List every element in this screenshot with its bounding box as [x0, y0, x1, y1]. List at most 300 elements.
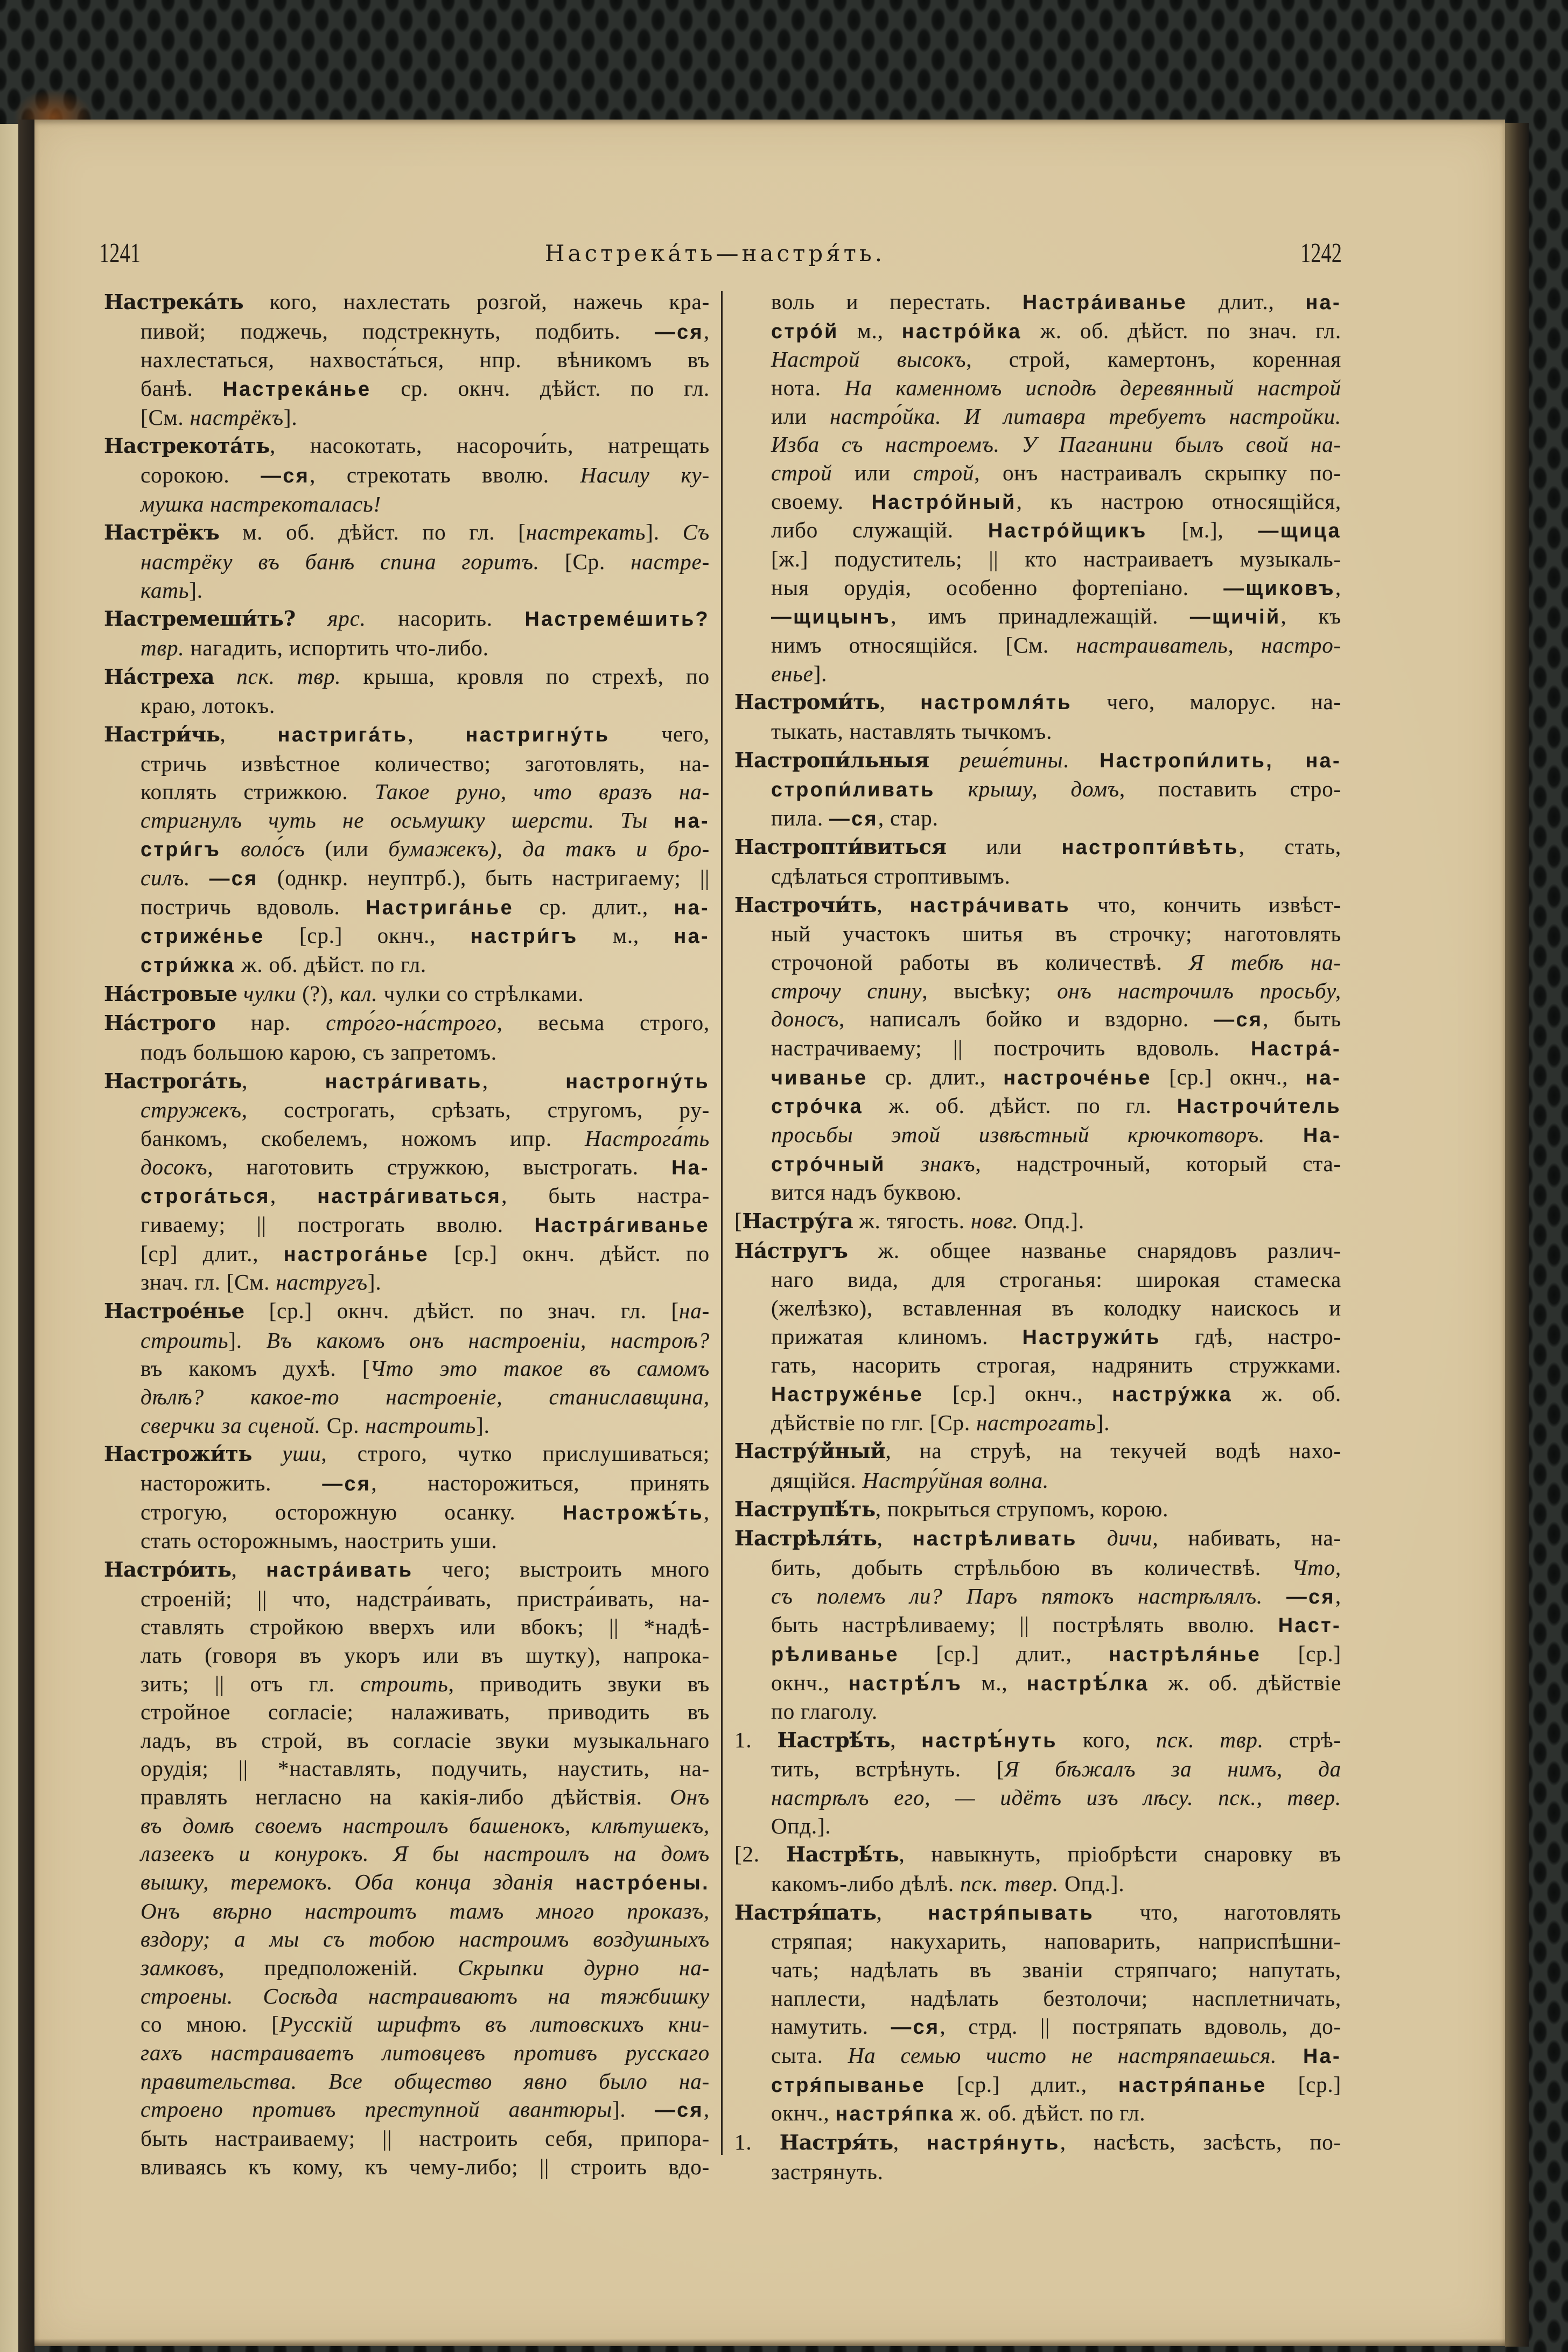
definition-text: знач. гл. [См. [141, 1270, 276, 1295]
definition-text: что, наготовлять [1094, 1899, 1342, 1924]
derived-form: Настропи́лить, на- [1100, 748, 1341, 772]
definition-text: [м.], [1147, 517, 1258, 543]
definition-text: ]. [283, 404, 298, 430]
example-text: сверчки за сценой. [141, 1412, 321, 1438]
derived-form: настрига́ть [277, 723, 408, 746]
derived-form: на- [674, 895, 710, 919]
derived-form: стро́чка [771, 1095, 864, 1118]
dictionary-line [734, 317, 1341, 346]
dictionary-line [104, 1555, 710, 1585]
definition-text: ныя орудія, особенно фортепіано. [771, 575, 1224, 600]
example-text: настрёку въ банѣ спина горитъ. [141, 549, 540, 574]
definition-text: , строй, камертонъ, коренная [966, 347, 1341, 372]
definition-text: ср. длит., [514, 894, 674, 919]
definition-text: сдѣлаться строптивымъ. [771, 864, 1011, 889]
dictionary-line [734, 1034, 1341, 1063]
dictionary-line [104, 374, 710, 403]
definition-text: , предположеній. [219, 1955, 458, 1980]
derived-form: настрѣля́нье [1109, 1642, 1262, 1665]
dictionary-line [734, 1611, 1341, 1640]
derived-form: Настрека́нье [222, 377, 372, 400]
definition-text: пила. [771, 805, 829, 830]
definition-text: , навыкнуть, пріобрѣсти снаровку въ [899, 1842, 1341, 1867]
definition-text [296, 606, 328, 631]
dictionary-line [734, 1178, 1341, 1207]
definition-text [190, 865, 209, 890]
headword: Настря́пать [734, 1900, 877, 1925]
definition-text: Опд.]. [1018, 1208, 1084, 1233]
definition-text: ж. об. дѣйст. по гл. [235, 952, 426, 977]
dictionary-line [104, 1783, 710, 1811]
dictionary-line [734, 1726, 1341, 1755]
dictionary-line [104, 1925, 710, 1954]
definition-text: ср. длит., [867, 1064, 1004, 1089]
definition-text: , надстрочный, который ста- [975, 1151, 1342, 1176]
definition-text: [См. [141, 404, 190, 430]
dictionary-line [104, 1326, 710, 1355]
definition-text: [ср.] длит., [899, 1641, 1109, 1666]
definition-text: краю, лотокъ. [141, 693, 276, 718]
definition-text: , весьма строго, [496, 1010, 710, 1035]
definition-text: окнч., [771, 2101, 836, 2126]
definition-text: настрачиваему; || построчить вдоволь. [771, 1035, 1251, 1061]
example-text: настругъ [276, 1270, 368, 1295]
definition-text: банкомъ, скобелемъ, ножомъ ипр. [141, 1126, 585, 1151]
derived-form: стропи́ливать [771, 778, 935, 801]
dictionary-line [104, 288, 710, 317]
dictionary-line [734, 948, 1341, 977]
definition-text: Опд.]. [771, 1813, 831, 1838]
definition-text: [ср.] [1261, 1641, 1341, 1666]
headword: Настрѣ́ть [786, 1843, 899, 1867]
dictionary-line [734, 1322, 1341, 1352]
example-text: Онъ вѣрно настроитъ тамъ много проказъ, [141, 1898, 710, 1923]
derived-form: настромля́ть [920, 691, 1072, 714]
dictionary-line [104, 548, 710, 576]
dictionary-line [104, 1527, 710, 1555]
dictionary-line [734, 516, 1341, 545]
page-edge-shadow [1505, 123, 1529, 2347]
example-text: строено противъ преступной авантюры [141, 2097, 612, 2122]
dictionary-line [104, 403, 710, 432]
headword: Настря́ть [779, 2131, 893, 2155]
dictionary-line [104, 864, 710, 893]
definition-text: бить, добыть стрѣльбою въ количествѣ. [771, 1555, 1292, 1580]
example-text: кать [141, 577, 190, 603]
derived-form: на- [674, 925, 710, 948]
definition-text: , [890, 1727, 922, 1752]
dictionary-line [734, 1553, 1341, 1582]
definition-text: стать осторожнымъ, наострить уши. [141, 1528, 498, 1553]
example-text: въ домѣ своемъ настроилъ башенокъ, клѣтушекъ, [141, 1812, 710, 1838]
headword: Настрекота́ть [104, 434, 270, 459]
dictionary-line [104, 576, 710, 605]
example-text: строй [913, 460, 975, 485]
example-text: замковъ [141, 1955, 219, 1980]
example-text: гахъ настраиваетъ литовцевъ противъ русскаго [141, 2040, 710, 2066]
dictionary-line [734, 2041, 1341, 2070]
dictionary-line [104, 662, 710, 692]
headword: Настрога́ть [104, 1069, 242, 1094]
derived-form: —ся [1286, 1585, 1335, 1608]
definition-text: , [242, 1068, 325, 1093]
definition-text: строгую, осторожную осанку. [141, 1499, 563, 1524]
headword: Настру́га [742, 1209, 853, 1234]
dictionary-line [734, 1265, 1341, 1294]
definition-text: гать, насорить строгая, надрянить стружками. [771, 1353, 1341, 1378]
definition-text: , [482, 1068, 566, 1093]
definition-text: по глаголу. [771, 1699, 878, 1724]
definition-text: ж. общее названье снарядовъ различ- [848, 1237, 1341, 1263]
definition-text: 1. [734, 2130, 780, 2154]
example-text: силъ. [141, 865, 191, 891]
example-text: Такое руно, что вразъ на- [374, 779, 710, 804]
headword: На́стровые [104, 982, 237, 1006]
definition-text: нимъ относящійся. [См. [771, 632, 1076, 657]
dictionary-line [104, 1726, 710, 1755]
dictionary-line [104, 979, 710, 1009]
dictionary-line [104, 1613, 710, 1641]
definition-text: окнч., [771, 1670, 849, 1695]
definition-text: намутить. [771, 2014, 891, 2039]
definition-text: (?), [296, 981, 340, 1006]
definition-text: быть настраиваему; || настроить себя, припора- [141, 2126, 710, 2151]
derived-form: настро́йка [901, 319, 1022, 342]
derived-form: настри́гъ [470, 925, 578, 948]
headword: На́строго [104, 1011, 216, 1036]
derived-form: На- [671, 1156, 710, 1179]
dictionary-line [734, 660, 1341, 688]
dictionary-line [734, 1466, 1341, 1495]
definition-text: или [832, 460, 913, 485]
definition-text: , стрекотать вволю. [310, 462, 580, 487]
definition-text: ]. [367, 1270, 382, 1295]
headword: Настрое́нье [104, 1299, 244, 1324]
definition-text: (желѣзко), вставленная въ колодку наискось и [771, 1295, 1341, 1320]
definition-text: , покрыться струпомъ, корою. [875, 1496, 1169, 1521]
definition-text: [ср.] [1266, 2071, 1341, 2097]
definition-text: правлять негласно на какія-либо дѣйствія. [141, 1784, 670, 1810]
definition-text: , [877, 1525, 913, 1551]
example-text: Настру́йная волна. [862, 1467, 1049, 1493]
dictionary-line [104, 1868, 710, 1897]
dictionary-line [104, 2067, 710, 2096]
definition-text: со мною. [ [141, 2012, 279, 2037]
example-text: Съ [682, 520, 710, 545]
dictionary-line [734, 1063, 1341, 1092]
dictionary-line [734, 920, 1341, 948]
definition-text: ладъ, въ строй, въ согласіе звуки музыкальнаго [141, 1727, 710, 1753]
dictionary-line [734, 345, 1341, 374]
definition-text [221, 836, 241, 861]
definition-text: [ср.] окнч., [1151, 1064, 1306, 1089]
dictionary-line [104, 1210, 710, 1240]
definition-text: Опд.]. [1058, 1871, 1125, 1896]
dictionary-line [104, 1153, 710, 1182]
definition-text: , приводить звуки въ [448, 1671, 710, 1696]
example-text: Изба съ настроемъ. У Паганини былъ свой на- [771, 432, 1341, 457]
derived-form: на- [1305, 1066, 1341, 1089]
definition-text: чего; выстроить много [413, 1556, 710, 1581]
derived-form: настрѣ́нуть [921, 1728, 1058, 1752]
dictionary-page [34, 120, 1505, 2346]
definition-text: ставлять стройкою вверхъ или вбокъ; || *надѣ- [141, 1614, 710, 1640]
derived-form: Настружи́ть [1022, 1325, 1161, 1348]
definition-text: , высѣку; [922, 978, 1058, 1003]
dictionary-line [734, 374, 1341, 402]
derived-form: Настрочи́тель [1177, 1095, 1341, 1118]
definition-text: подъ большою карою, съ запретомъ. [141, 1040, 497, 1065]
example-text: просьбы этой извѣстный крючкотворъ. [771, 1122, 1304, 1147]
definition-text: орудія; || *наставлять, подучить, наустить, на- [141, 1756, 710, 1781]
dictionary-line [104, 1754, 710, 1783]
definition-text: , стрд. || постряпать вдоволь, до- [940, 2014, 1341, 2039]
dictionary-line [104, 893, 710, 922]
example-text: вздору; а мы съ тобою настроимъ воздушныхъ [141, 1927, 710, 1952]
dictionary-line [734, 288, 1341, 317]
example-text: уши [282, 1441, 321, 1466]
dictionary-line [104, 950, 710, 979]
definition-text: постричь вдоволь. [141, 894, 366, 919]
example-text: на- [679, 1298, 710, 1323]
definition-text: , быть [1263, 1006, 1341, 1032]
definition-text: , къ [1280, 604, 1341, 629]
derived-form: настря́нуть [927, 2131, 1060, 2154]
derived-form: настря́пывать [928, 1901, 1095, 1924]
definition-text: ]. [1096, 1410, 1110, 1435]
definition-text: насторожить. [141, 1470, 323, 1495]
definition-text: быть настрѣливаему; || пострѣлять вволю. [771, 1612, 1278, 1637]
dictionary-line [104, 1009, 710, 1038]
dictionary-line [104, 1411, 710, 1440]
definition-text: ж. об. дѣйст. по гл. [863, 1093, 1177, 1118]
definition-text: или [946, 834, 1062, 859]
derived-form: настрѣливать [912, 1527, 1077, 1550]
definition-text: [ [734, 1208, 743, 1233]
dictionary-line [734, 1898, 1341, 1928]
example-text: воло́съ [241, 836, 305, 862]
headword: Настроми́ть [734, 690, 880, 715]
definition-text [214, 664, 236, 689]
example-text: настрѣлъ его, — идётъ изъ лѣсу. [771, 1785, 1194, 1810]
dictionary-line [104, 518, 710, 548]
derived-form: настригну́ть [465, 723, 610, 746]
definition-text: 1. [734, 1727, 778, 1752]
example-text: досокъ [141, 1154, 208, 1179]
definition-text [1193, 1785, 1218, 1810]
dictionary-line [734, 430, 1341, 459]
definition-text: тить, встрѣнуть. [ [771, 1756, 1005, 1782]
dictionary-line [734, 1294, 1341, 1322]
definition-text: либо служащій. [771, 517, 988, 543]
definition-text: коплять стрижкою. [141, 779, 375, 804]
definition-text: , набивать, на- [1152, 1525, 1342, 1551]
page-number-left: 1241 [99, 238, 141, 269]
derived-form: Настро́йщикъ [988, 519, 1147, 542]
example-text: чулки [243, 981, 297, 1006]
dictionary-line [734, 402, 1341, 431]
definition-text: [ср.] окнч., [923, 1381, 1112, 1406]
definition-text: стрѣ- [1263, 1727, 1341, 1752]
headword: Настрѣ́ть [777, 1728, 891, 1753]
definition-text: , [879, 689, 921, 715]
derived-form: рѣливанье [771, 1642, 899, 1665]
dictionary-line [104, 1240, 710, 1269]
dictionary-line [734, 2099, 1341, 2128]
derived-form: Настрожѣ́ть [562, 1501, 704, 1524]
left-column [104, 288, 710, 2181]
dictionary-line [734, 1783, 1341, 1812]
derived-form: настру́жка [1112, 1382, 1233, 1405]
definition-text: нар. [215, 1010, 326, 1035]
example-text: Въ какомъ онъ настроеніи, настроѣ? [266, 1327, 710, 1353]
definition-text: лать (говоря въ укоръ или въ шутку), напрока- [141, 1642, 710, 1668]
derived-form: настрога́нье [283, 1242, 430, 1265]
definition-text [929, 747, 960, 772]
dictionary-line [734, 746, 1341, 775]
definition-text: нота. [771, 375, 845, 400]
definition-text: ж. об. дѣйствіе [1149, 1670, 1341, 1695]
definition-text: дѣйствіе по глг. [Ср. [771, 1410, 976, 1435]
definition-text: [ср] длит., [141, 1241, 284, 1266]
derived-form: стро́чный [771, 1152, 886, 1175]
dictionary-line [734, 1697, 1341, 1726]
derived-form: настрѣ́лъ [848, 1671, 963, 1695]
definition-text: ж. тягость. [853, 1208, 971, 1233]
dictionary-line [104, 778, 710, 806]
page-bottom-shadow [34, 2339, 1505, 2346]
headword: На́стругъ [734, 1238, 848, 1263]
derived-form: настрогну́ть [565, 1069, 710, 1093]
example-text: съ полемъ ли? Паръ пятокъ настрѣлялъ. [771, 1583, 1263, 1608]
dictionary-line [734, 1840, 1341, 1870]
example-text: Настрога́ть [585, 1126, 710, 1151]
example-text: новг. [970, 1208, 1019, 1233]
definition-text: стройное согласіе; налаживать, приводить въ [141, 1699, 710, 1725]
dictionary-line [104, 346, 710, 374]
definition-text: , [877, 892, 910, 917]
derived-form: Наст- [1278, 1614, 1341, 1637]
derived-form: Настра́- [1250, 1037, 1341, 1060]
definition-text: ]. [646, 520, 683, 545]
adjacent-page-edge [0, 124, 18, 2352]
definition-text: м., [578, 923, 674, 948]
definition-text: м., [838, 318, 902, 343]
definition-text: чулки со стрѣлками. [377, 981, 584, 1006]
headword: Настрёкъ [104, 521, 220, 545]
definition-text: строчоной работы въ количествѣ. [771, 950, 1189, 975]
dictionary-line [734, 1669, 1341, 1698]
example-text: крышу, домъ [968, 776, 1119, 802]
definition-text: ж. об. [1233, 1381, 1341, 1406]
dictionary-line [104, 1067, 710, 1096]
definition-text: ]. [189, 577, 203, 603]
definition-text: [ср.] окнч. дѣйст. по [429, 1241, 710, 1266]
headword: Настропти́виться [734, 835, 947, 860]
definition-text: въ какомъ духѣ. [ [141, 1356, 370, 1381]
derived-form: На- [1303, 1124, 1341, 1147]
definition-text: , [1335, 575, 1341, 600]
dictionary-line [734, 2128, 1341, 2158]
dictionary-line [734, 775, 1341, 804]
definition-text: [ср.] окнч. дѣйст. по знач. гл. [ [244, 1298, 680, 1323]
definition-text: , [703, 1499, 710, 1524]
definition-text: банѣ. [141, 375, 223, 401]
definition-text: , строго, чутко прислушиваться; [321, 1441, 710, 1466]
dictionary-line [104, 750, 710, 778]
definition-text: строеній; || что, надстра́ивать, пристра́ивать, на- [141, 1586, 710, 1611]
definition-text: тыкать, наставлять тычкомъ. [771, 718, 1053, 744]
example-text: знакъ [921, 1151, 976, 1176]
dictionary-line [734, 545, 1341, 573]
definition-text: нахлестаться, нахвоста́ться, нпр. вѣникомъ въ [141, 347, 710, 373]
definition-text: насорить. [366, 606, 525, 631]
example-text: кал. [340, 981, 378, 1006]
derived-form: стро́й [771, 319, 839, 342]
example-text: пск. твер. [960, 1871, 1059, 1896]
dictionary-line [734, 1495, 1341, 1524]
definition-text: , [876, 1899, 928, 1924]
dictionary-line [734, 1640, 1341, 1669]
dictionary-line [734, 1812, 1341, 1840]
dictionary-line [104, 1124, 710, 1153]
definition-text: , [1335, 1583, 1341, 1608]
example-text: На семью чисто не настряпаешься. [848, 2043, 1277, 2068]
dictionary-line [734, 977, 1341, 1005]
example-text: настро́йка. И литавра требуетъ настройки. [830, 403, 1341, 429]
headword: Наструпѣ́ть [734, 1497, 876, 1522]
example-text: Что это такое въ самомъ [370, 1356, 710, 1381]
derived-form: стриже́нье [141, 925, 265, 948]
dictionary-line [104, 1181, 710, 1210]
definition-text: застрянуть. [771, 2159, 884, 2184]
dictionary-line [104, 835, 710, 864]
definition-text: вится надъ буквою. [771, 1180, 962, 1205]
definition-text: своему. [771, 488, 872, 514]
definition-text: [Ср. [539, 549, 631, 574]
definition-text [237, 981, 243, 1006]
dictionary-line [104, 2010, 710, 2039]
derived-form: настра́гиваться [317, 1185, 502, 1208]
derived-form: настрѣ́лка [1026, 1671, 1149, 1695]
definition-text: , [893, 2130, 927, 2154]
derived-form: Настра́иванье [1022, 291, 1188, 313]
derived-form: стри́гъ [141, 838, 221, 861]
definition-text: ]. [813, 661, 828, 686]
headword: На́стреха [104, 664, 215, 689]
dictionary-line [104, 2153, 710, 2181]
derived-form: на- [1305, 291, 1342, 313]
definition-text [1263, 1584, 1286, 1608]
definition-text: , поставить стро- [1119, 776, 1341, 802]
headword: Настремеши́ть? [104, 607, 296, 632]
definition-text: [ср.] длит., [925, 2071, 1118, 2097]
dictionary-line [734, 1091, 1341, 1121]
dictionary-line [104, 1698, 710, 1726]
definition-text: сыта. [771, 2043, 848, 2068]
example-text: енье [771, 661, 814, 686]
dictionary-line [734, 891, 1341, 920]
definition-text: , быть настра- [501, 1183, 710, 1208]
derived-form: настря́пка [835, 2102, 955, 2125]
definition-text: или [771, 403, 830, 429]
definition-text: , насторожиться, принять [371, 1470, 710, 1495]
definition-text: наго вида, для строганья: широкая стамеска [771, 1267, 1341, 1292]
dictionary-line [734, 573, 1341, 603]
dictionary-line [104, 317, 710, 346]
headword: Настрека́ть [104, 290, 244, 314]
dictionary-line [734, 2158, 1341, 2186]
